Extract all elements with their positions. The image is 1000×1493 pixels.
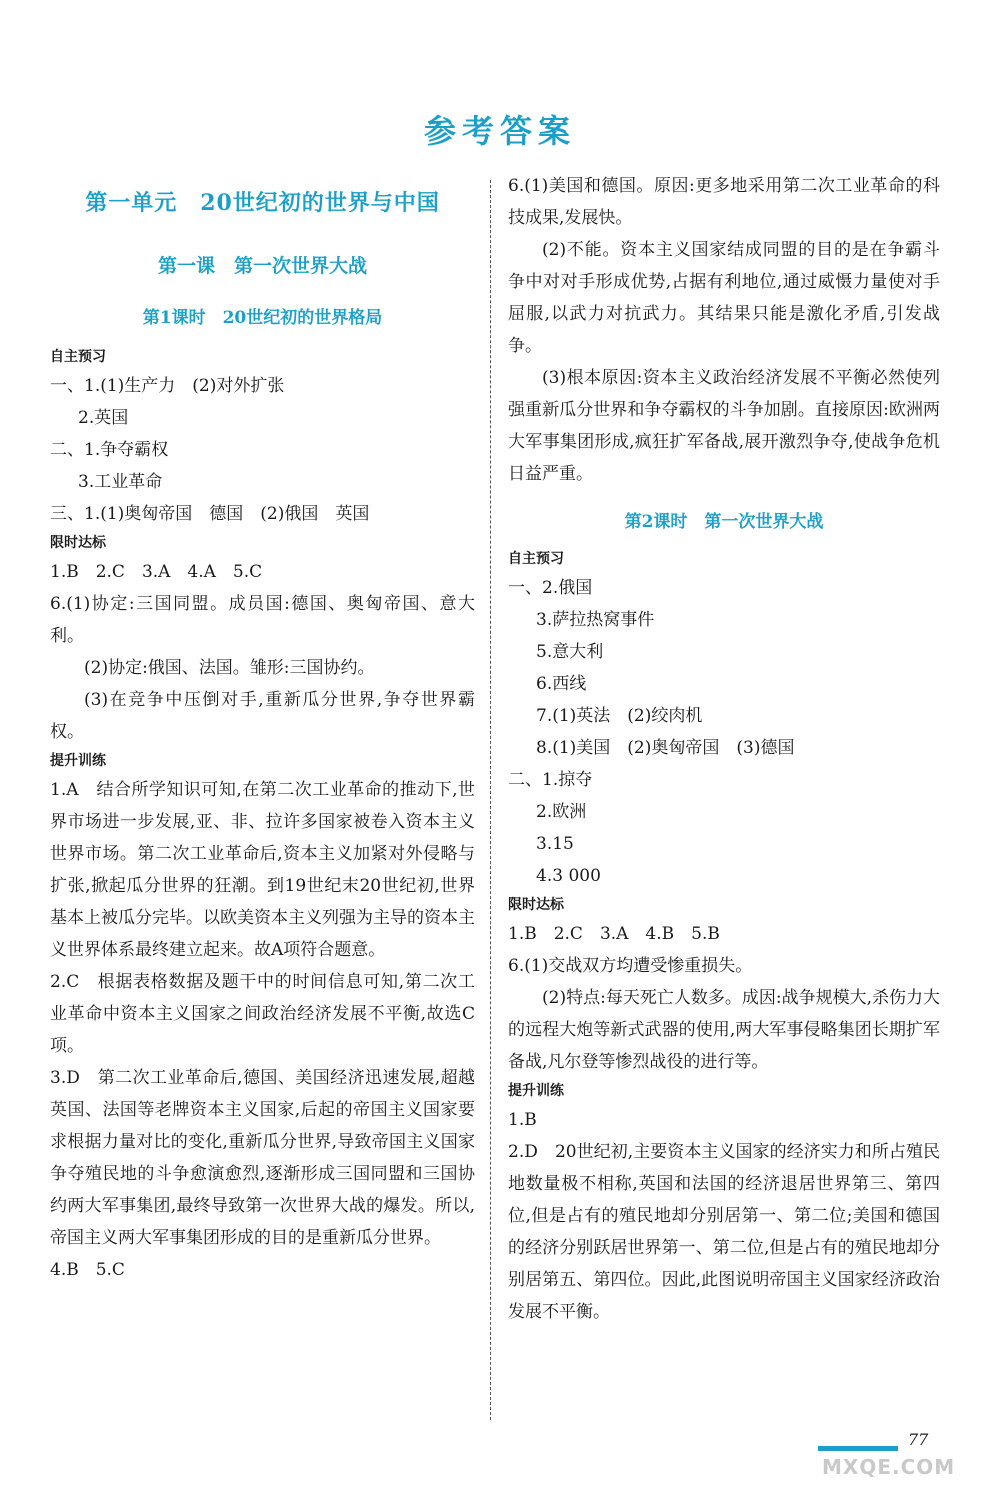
section-practice-1: 限时达标 <box>50 535 106 551</box>
answer-line: 3.工业革命 <box>78 472 163 492</box>
answer-line: 二、1.争夺霸权 <box>50 440 169 460</box>
answer-line: 6.(1)交战双方均遭受惨重损失。 <box>508 956 753 976</box>
answer-line: 2.英国 <box>78 408 129 428</box>
answer-line: 6.(1)美国和德国。原因:更多地采用第二次工业革命的科技成果,发展快。 <box>508 176 940 228</box>
section-improve-2: 提升训练 <box>508 1083 564 1099</box>
answer-line: 6.西线 <box>536 674 587 694</box>
answer-line: (3)根本原因:资本主义政治经济发展不平衡必然使列强重新瓜分世界和争夺霸权的斗争加剧。直接原因:欧洲两大军事集团形成,疯狂扩军备战,展开激烈争夺,使战争危机日益严重。 <box>508 368 940 484</box>
answer-line: 1.B 2.C 3.A 4.A 5.C <box>50 562 263 582</box>
section-preview-2: 自主预习 <box>508 551 564 567</box>
answer-line: 7.(1)英法 (2)绞肉机 <box>536 706 703 726</box>
answer-line: 4.B 5.C <box>50 1260 125 1280</box>
answer-line: 一、2.俄国 <box>508 578 593 598</box>
answer-line: 1.A 结合所学知识可知,在第二次工业革命的推动下,世界市场进一步发展,亚、非、拉许多国家被卷入资本主义世界市场。第二次工业革命后,资本主义加紧对外侵略与扩张,掀起瓜分世界的狂潮。到19世纪末20世纪初,世界基本上被瓜分完毕。以欧美资本主义列强为主导的资本主义世界体系最终建立起来。故A项符合题意。 <box>50 780 475 960</box>
left-column <box>50 170 475 1286</box>
answer-line: (2)特点:每天死亡人数多。成因:战争规模大,杀伤力大的远程大炮等新式武器的使用,两大军事侵略集团长期扩军备战,凡尔登等惨烈战役的进行等。 <box>508 988 940 1072</box>
answer-line: 三、1.(1)奥匈帝国 德国 (2)俄国 英国 <box>50 504 370 524</box>
lesson-title: 第一课 第一次世界大战 <box>157 255 367 277</box>
answer-line: 1.B 2.C 3.A 4.B 5.B <box>508 924 720 944</box>
section-preview-1: 自主预习 <box>50 349 106 365</box>
right-column <box>508 170 940 1328</box>
answer-line: 3.D 第二次工业革命后,德国、美国经济迅速发展,超越英国、法国等老牌资本主义国家,后起的帝国主义国家要求根据力量对比的变化,重新瓜分世界,导致帝国主义国家争夺殖民地的斗争愈演愈烈,逐渐形成三国同盟和三国协约两大军事集团,最终导致第一次世界大战的爆发。所以,帝国主义两大军事集团形成的目的是重新瓜分世界。 <box>50 1068 475 1248</box>
period-title-2: 第2课时 第一次世界大战 <box>624 512 824 532</box>
answer-line: 5.意大利 <box>536 642 604 662</box>
footer-bar <box>818 1446 898 1451</box>
section-improve-1: 提升训练 <box>50 753 106 769</box>
section-practice-2: 限时达标 <box>508 897 564 913</box>
answer-line: 6.(1)协定:三国同盟。成员国:德国、奥匈帝国、意大利。 <box>50 594 475 646</box>
answer-line: 3.15 <box>536 834 574 854</box>
answer-line: (2)不能。资本主义国家结成同盟的目的是在争霸斗争中对对手形成优势,占据有利地位,通过威慑力量使对手屈服,以武力对抗武力。其结果只能是激化矛盾,引发战争。 <box>508 240 940 356</box>
answer-line: (3)在竞争中压倒对手,重新瓜分世界,争夺世界霸权。 <box>50 690 475 742</box>
page-number: 77 <box>908 1430 929 1449</box>
answer-line: 2.欧洲 <box>536 802 587 822</box>
answer-line: 二、1.掠夺 <box>508 770 593 790</box>
page-footer <box>818 1428 928 1458</box>
answer-line: 2.D 20世纪初,主要资本主义国家的经济实力和所占殖民地数量极不相称,英国和法国的经济退居世界第三、第四位,但是占有的殖民地却分别居第一、第二位;美国和德国的经济分别跃居世界第一、第二位,但是占有的殖民地却分别居第五、第四位。因此,此图说明帝国主义国家经济政治发展不平衡。 <box>508 1142 940 1322</box>
watermark: MXQE.COM <box>822 1455 956 1479</box>
page-title: 参考答案 <box>423 112 576 150</box>
answer-line: 3.萨拉热窝事件 <box>536 610 655 630</box>
period-title-1: 第1课时 20世纪初的世界格局 <box>142 308 383 328</box>
answer-line: 一、1.(1)生产力 (2)对外扩张 <box>50 376 285 396</box>
answer-line: 1.B <box>508 1110 537 1130</box>
answer-line: 8.(1)美国 (2)奥匈帝国 (3)德国 <box>536 738 795 758</box>
answer-line: 2.C 根据表格数据及题干中的时间信息可知,第二次工业革命中资本主义国家之间政治经济发展不平衡,故选C项。 <box>50 972 475 1056</box>
unit-title: 第一单元 20世纪初的世界与中国 <box>85 190 440 216</box>
answer-line: 4.3 000 <box>536 866 601 886</box>
answer-line: (2)协定:俄国、法国。雏形:三国协约。 <box>84 658 375 678</box>
column-divider <box>490 180 491 1420</box>
